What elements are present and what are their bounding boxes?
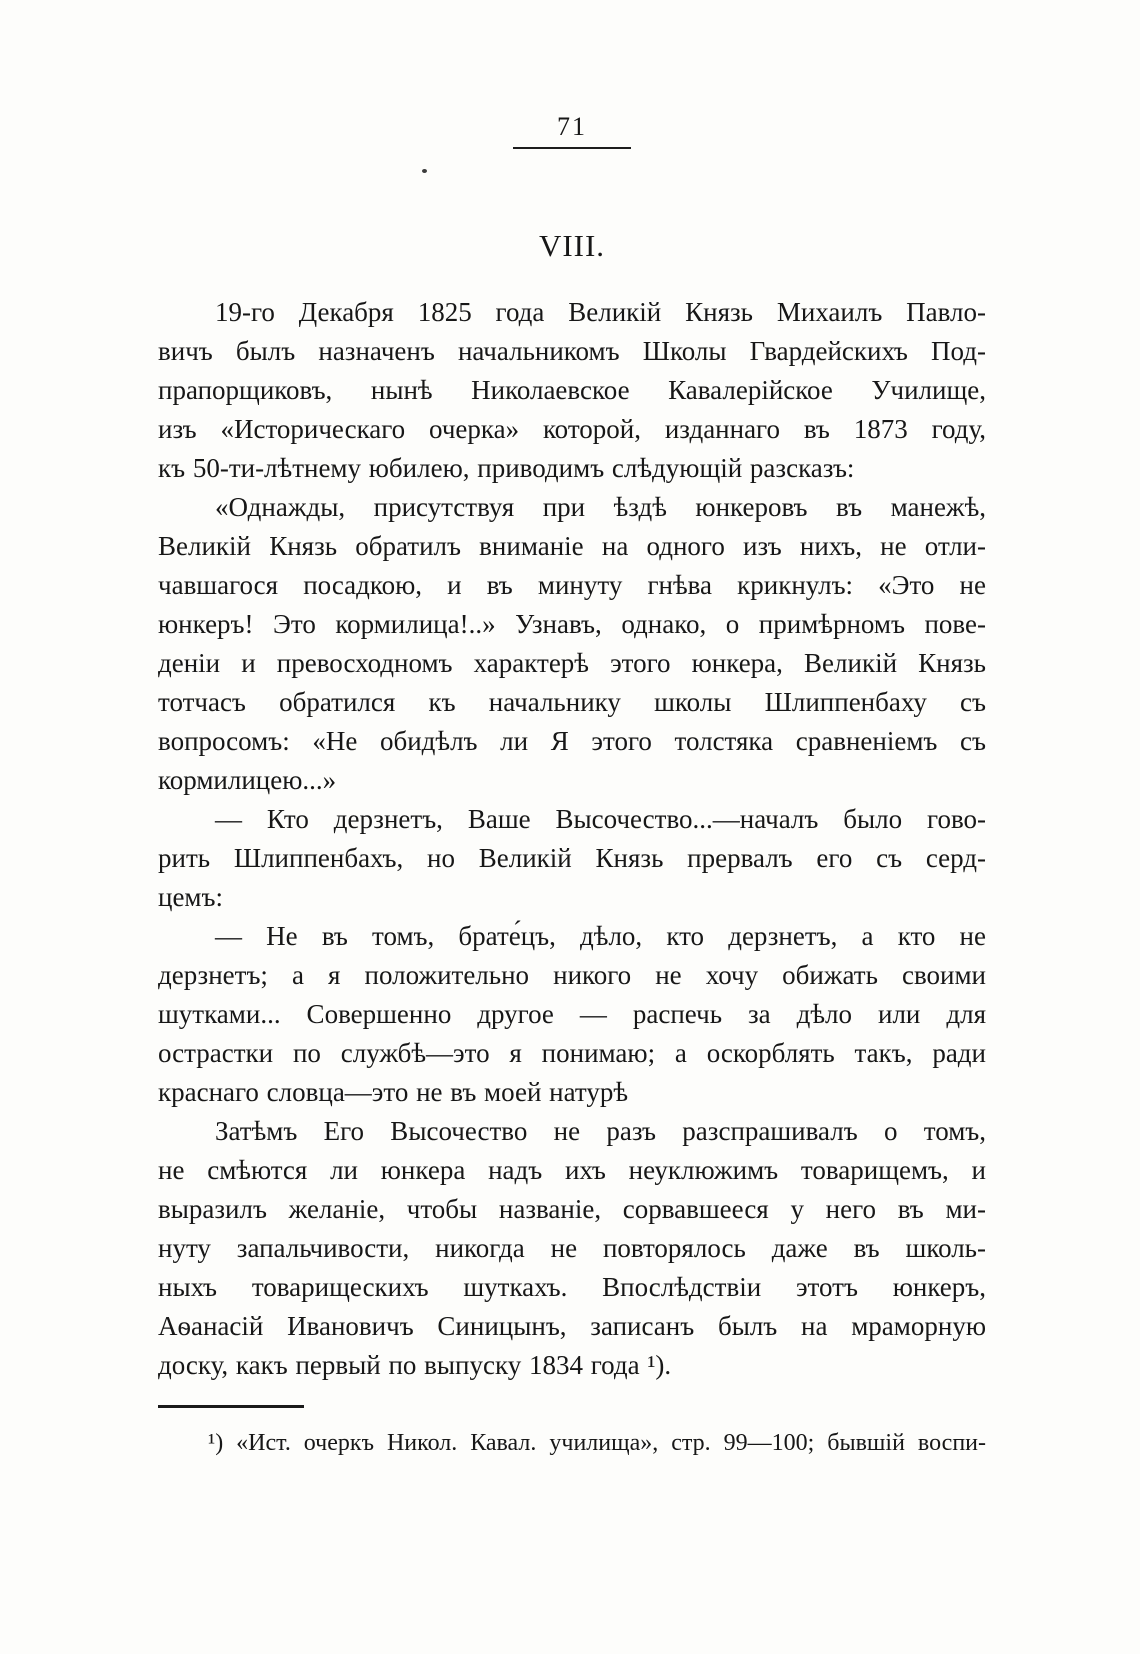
text-line: острастки по службѣ—это я понимаю; а оскорблять такъ, ради <box>158 1038 986 1068</box>
footnote-rule <box>158 1405 304 1408</box>
text-line: прапорщиковъ, нынѣ Николаевское Кавалерійское Училище, <box>158 375 986 405</box>
text-block <box>158 293 986 1385</box>
text-line: изъ «Историческаго очерка» которой, изданнаго въ 1873 году, <box>158 414 986 444</box>
text-line: Затѣмъ Его Высочество не разъ разспрашивалъ о томъ, <box>215 1116 986 1146</box>
text-line: кормилицею...» <box>158 765 337 795</box>
text-line: «Однажды, присутствуя при ѣздѣ юнкеровъ въ манежѣ, <box>215 492 986 522</box>
text-line: — Не въ томъ, брате́цъ, дѣло, кто дерзнетъ, а кто не <box>215 921 986 951</box>
text-line: нуту запальчивости, никогда не повторялось даже въ школь- <box>158 1233 986 1263</box>
text-line: выразилъ желаніе, чтобы названіе, сорвавшееся у него въ ми- <box>158 1194 986 1224</box>
text-line: — Кто дерзнетъ, Ваше Высочество...—началъ было гово- <box>215 804 986 834</box>
text-line: къ 50-ти-лѣтнему юбилею, приводимъ слѣдующій разсказъ: <box>158 453 855 483</box>
text-line: дерзнетъ; а я положительно никого не хочу обижать своими <box>158 960 986 990</box>
text-line: вичъ былъ назначенъ начальникомъ Школы Гвардейскихъ Под- <box>158 336 986 366</box>
text-line: вопросомъ: «Не обидѣлъ ли Я этого толстяка сравненіемъ съ <box>158 726 986 756</box>
text-line: Аѳанасій Ивановичъ Синицынъ, записанъ былъ на мраморную <box>158 1311 986 1341</box>
text-line: не смѣются ли юнкера надъ ихъ неуклюжимъ товарищемъ, и <box>158 1155 986 1185</box>
text-line: юнкеръ! Это кормилица!..» Узнавъ, однако, о примѣрномъ пове- <box>158 609 986 639</box>
text-line: доску, какъ первый по выпуску 1834 года ¹). <box>158 1350 672 1380</box>
text-line: 19-го Декабря 1825 года Великій Князь Михаилъ Павло- <box>215 297 986 327</box>
section-heading: VIII. <box>538 228 606 263</box>
text-line: деніи и превосходномъ характерѣ этого юнкера, Великій Князь <box>158 648 986 678</box>
page-number: 71 <box>513 112 631 149</box>
ink-speck <box>422 169 427 173</box>
text-line: рить Шлиппенбахъ, но Великій Князь прервалъ его съ серд- <box>158 843 986 873</box>
text-line: краснаго словца—это не въ моей натурѣ <box>158 1077 628 1107</box>
text-line: ныхъ товарищескихъ шуткахъ. Впослѣдствіи этотъ юнкеръ, <box>158 1272 986 1302</box>
text-line: тотчасъ обратился къ начальнику школы Шлиппенбаху съ <box>158 687 986 717</box>
text-line: шутками... Совершенно другое — распечь за дѣло или для <box>158 999 986 1029</box>
text-line: Великій Князь обратилъ вниманіе на одного изъ нихъ, не отли- <box>158 531 986 561</box>
footnote-text: ¹) «Ист. очеркъ Никол. Кавал. училища», стр. 99—100; бывшій воспи- <box>208 1430 986 1456</box>
text-line: чавшагося посадкою, и въ минуту гнѣва крикнулъ: «Это не <box>158 570 986 600</box>
text-line: цемъ: <box>158 882 223 912</box>
page-header <box>158 112 986 149</box>
